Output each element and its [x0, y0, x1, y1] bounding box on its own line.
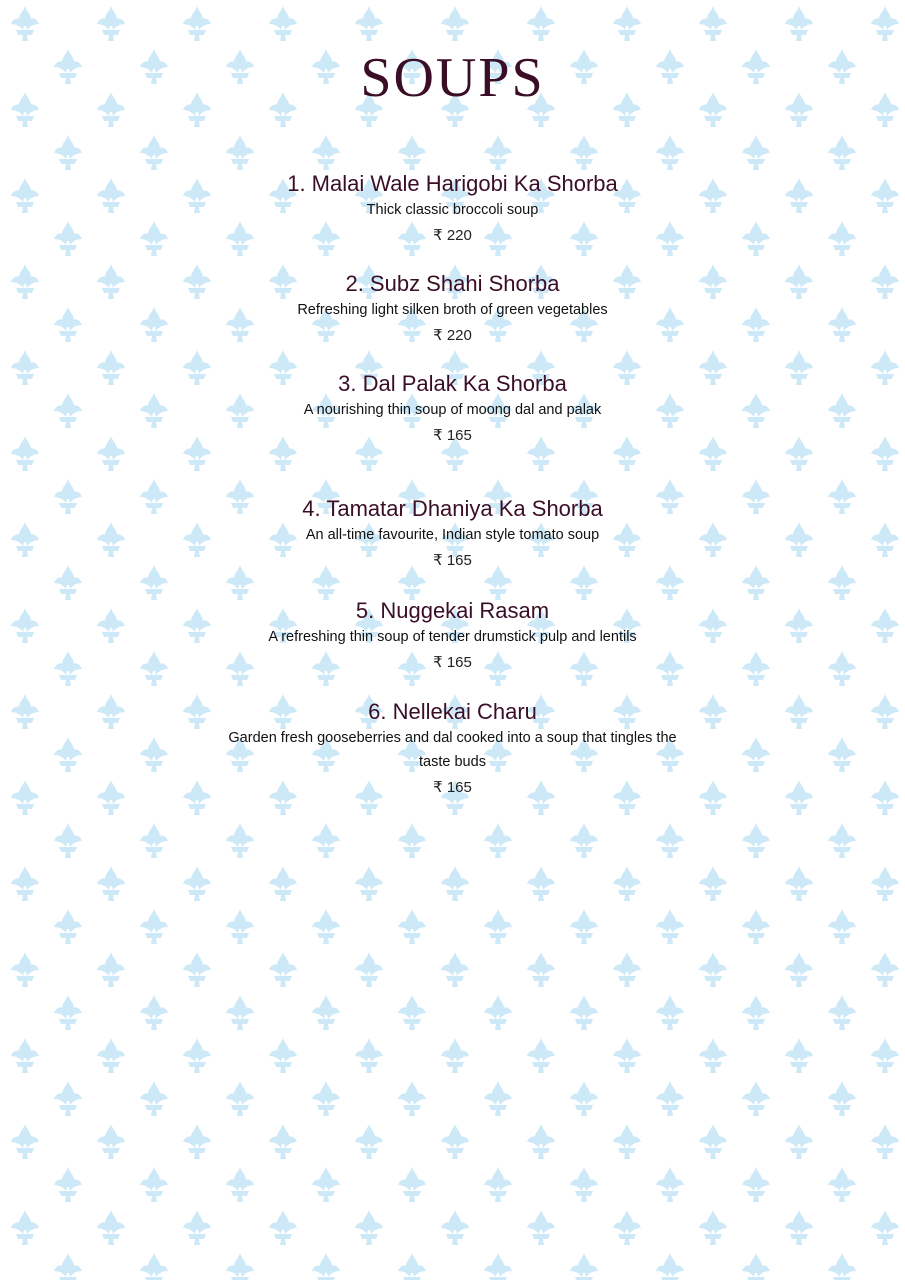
item-description: Garden fresh gooseberries and dal cooked into a soup that tingles the taste buds [228, 730, 677, 770]
item-price: ₹ 165 [433, 779, 472, 796]
menu-item [0, 270, 905, 348]
item-name: 1. Malai Wale Harigobi Ka Shorba [287, 171, 618, 196]
menu-item [0, 495, 905, 573]
item-price: ₹ 165 [433, 552, 472, 569]
item-name: 4. Tamatar Dhaniya Ka Shorba [302, 496, 603, 521]
item-name: 6. Nellekai Charu [368, 699, 537, 724]
item-price: ₹ 220 [433, 227, 472, 244]
menu-item [0, 370, 905, 448]
page-title: SOUPS [360, 47, 545, 109]
item-description: A refreshing thin soup of tender drumstick pulp and lentils [268, 629, 637, 645]
menu-item [0, 597, 905, 675]
menu-item [0, 698, 905, 800]
item-name: 5. Nuggekai Rasam [355, 598, 550, 623]
item-price: ₹ 220 [433, 327, 472, 344]
item-name: 2. Subz Shahi Shorba [345, 271, 560, 296]
item-price: ₹ 165 [433, 654, 472, 671]
item-description: A nourishing thin soup of moong dal and palak [303, 402, 602, 418]
item-description: Thick classic broccoli soup [366, 202, 539, 218]
item-name: 3. Dal Palak Ka Shorba [338, 371, 567, 396]
item-description: Refreshing light silken broth of green vegetables [297, 302, 608, 318]
item-price: ₹ 165 [433, 427, 472, 444]
item-description: An all-time favourite, Indian style tomato soup [305, 527, 600, 543]
menu-item [0, 170, 905, 248]
